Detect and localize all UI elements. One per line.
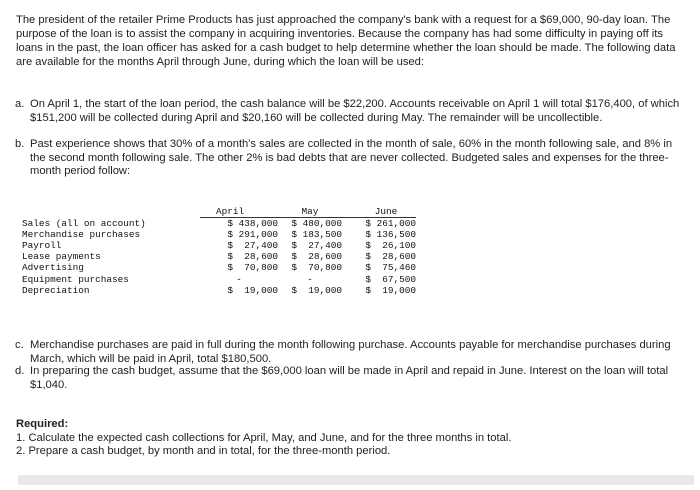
item-c-text: Merchandise purchases are paid in full during the month following purchase. Accounts payable for merchandise purchases during March, which will be paid in April, total $180,500. [30,339,671,365]
cell-may: $ 28,600 [291,251,342,263]
item-c [15,339,690,366]
cell-may: - [307,273,313,285]
item-a-text: On April 1, the start of the loan period, the cash balance will be $22,200. Accounts receivable on April 1 will total $176,400, of which $151,200 will be collected during April and $20,160 will be collected during May. The remainder will be uncollectible. [30,98,680,124]
required-heading: Required: [16,418,69,430]
table-row [22,218,416,230]
intro-paragraph: The president of the retailer Prime Products has just approached the company's bank with a request for a $69,000, 90-day loan. The purpose of the loan is to assist the company in acquiring inventories. Because the company has had some difficulty in paying off its loans in the past, the loan officer has asked for a cash budget to help determine whether the loan should be made. The following data are available for the months April through June, during which the loan will be used: [16,14,676,68]
row-label: Sales (all on account) [22,217,146,229]
item-b-text: Past experience shows that 30% of a month's sales are collected in the month of sale, 60% in the month following sale, and 8% in the second month following sale. The other 2% is bad debts that are never collected. Budgeted sales and expenses for the three-month period follow: [30,138,673,177]
budget-table [22,206,416,296]
table-row [22,274,416,285]
cell-april: $ 27,400 [227,240,278,252]
table-row [22,262,416,273]
cell-april: $ 438,000 [200,218,278,230]
cell-june: $ 26,100 [365,240,416,252]
required-section [16,418,511,459]
month-header-april: April [216,206,245,217]
cell-june: $ 67,500 [365,273,416,285]
month-header-june: June [374,206,398,217]
row-label: Merchandise purchases [22,229,141,241]
horizontal-scrollbar[interactable] [18,475,694,485]
cell-april: $ 291,000 [227,229,278,241]
item-a-label: a. [15,98,25,110]
cell-may: $ 70,800 [291,262,342,274]
item-d-text: In preparing the cash budget, assume that the $69,000 loan will be made in April and repaid in June. Interest on the loan will total $1,040. [30,365,669,391]
item-c-label: c. [15,339,24,351]
required-item-1: 1. Calculate the expected cash collections for April, May, and June, and for the three months in total. [16,431,512,444]
row-label: Advertising [22,262,84,274]
table-row [22,251,416,262]
required-item-2: 2. Prepare a cash budget, by month and in total, for the three-month period. [16,445,391,457]
cell-may: $ 480,000 [278,218,342,230]
cell-june: $ 261,000 [342,218,416,230]
cell-june: $ 136,500 [365,229,416,241]
table-row [22,285,416,296]
cell-may: $ 19,000 [291,284,342,296]
row-label: Payroll [22,240,62,252]
row-label: Lease payments [22,251,101,263]
item-a [15,98,690,125]
item-b-label: b. [15,138,25,150]
table-row [22,229,416,240]
cell-april: - [236,273,242,285]
cell-april: $ 28,600 [227,251,278,263]
cell-may: $ 183,500 [291,229,342,241]
month-header-may: May [301,206,319,217]
cell-june: $ 19,000 [365,284,416,296]
item-b [15,138,690,179]
cell-april: $ 70,800 [227,262,278,274]
budget-header-row [22,206,416,218]
item-d [15,365,690,392]
cell-april: $ 19,000 [227,284,278,296]
cell-june: $ 28,600 [365,251,416,263]
row-label: Equipment purchases [22,273,129,285]
table-row [22,240,416,251]
item-d-label: d. [15,365,25,377]
cell-may: $ 27,400 [291,240,342,252]
row-label: Depreciation [22,284,90,296]
cell-june: $ 75,460 [365,262,416,274]
